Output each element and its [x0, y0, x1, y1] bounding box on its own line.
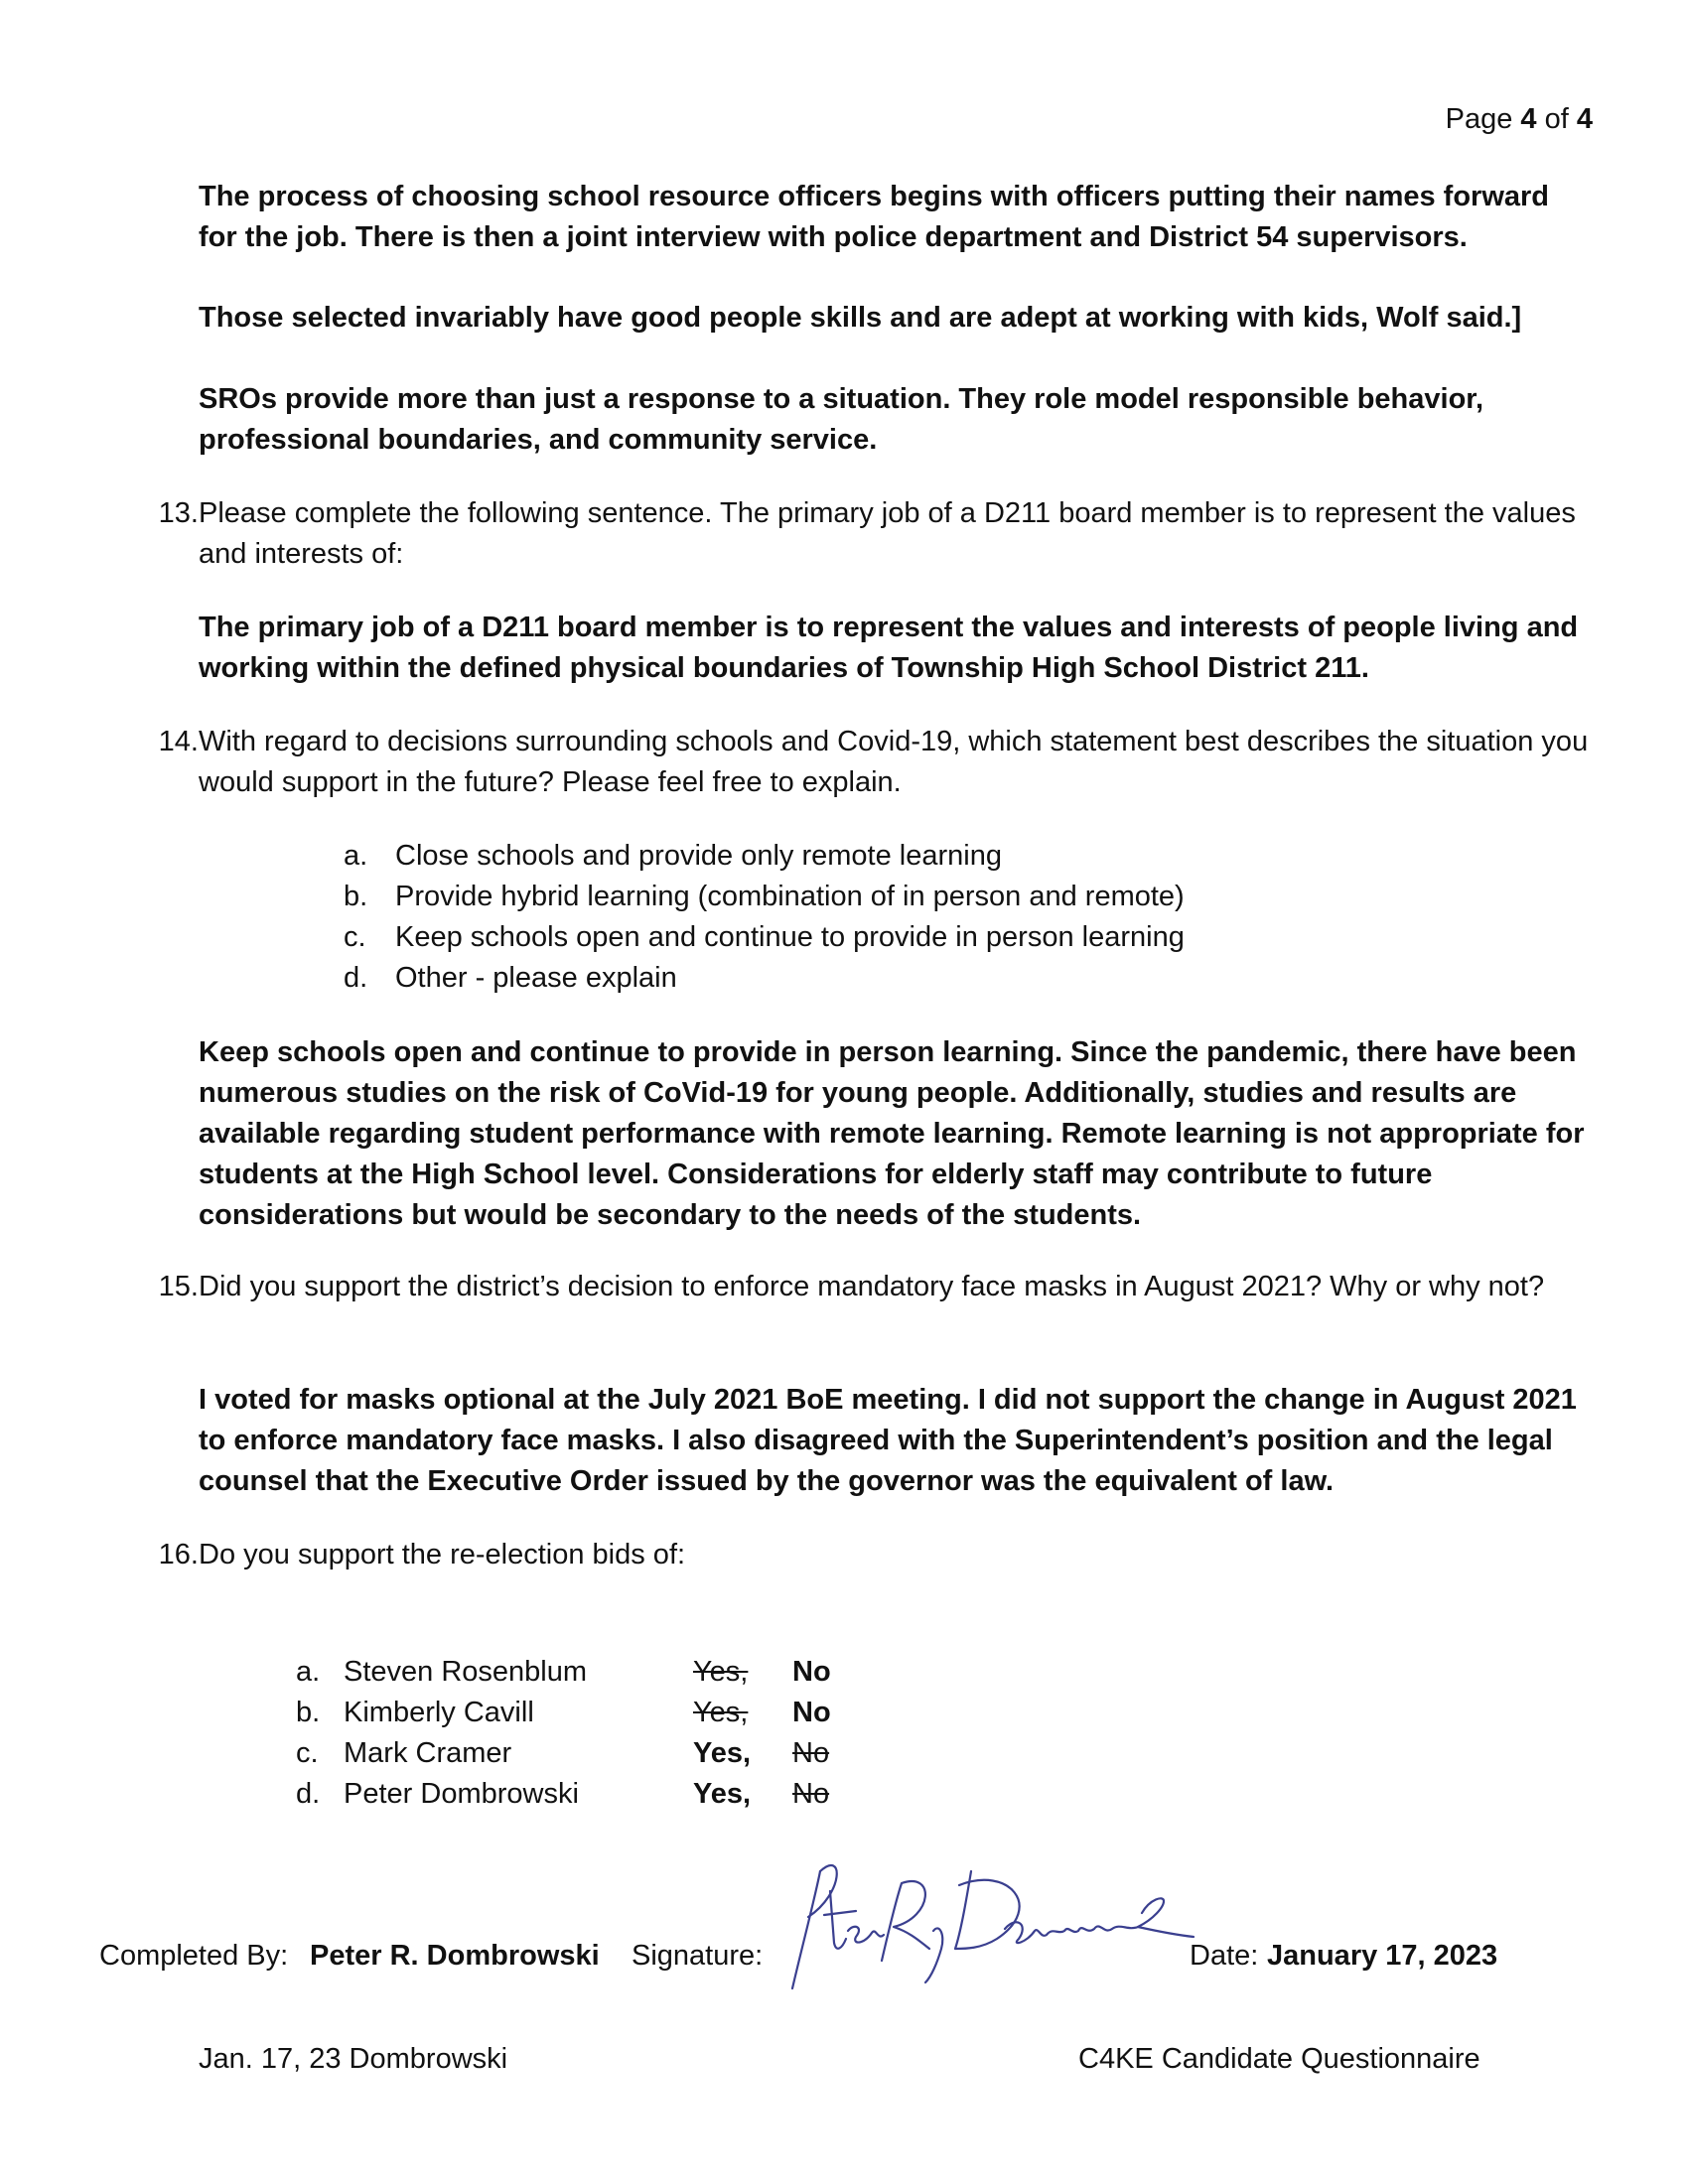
candidate-row [296, 1693, 872, 1733]
paragraph-sro-skills: Those selected invariably have good people skills and are adept at working with kids, Wolf said.] [199, 302, 1522, 334]
signature-label: Signature: [632, 1940, 764, 1972]
option-b [344, 877, 1185, 917]
question-number: 14. [158, 726, 199, 757]
yes-struck: Yes, [693, 1656, 749, 1688]
page-total: 4 [1576, 103, 1593, 135]
no-struck: No [792, 1778, 830, 1810]
candidate-letter: d. [296, 1778, 321, 1810]
candidate-row [296, 1774, 872, 1815]
footer-left: Jan. 17, 23 Dombrowski [199, 2043, 508, 2075]
no-selected: No [792, 1656, 831, 1688]
question-number: 16. [158, 1539, 199, 1570]
candidate-letter: b. [296, 1697, 321, 1728]
paragraph-sro-role: SROs provide more than just a response to a situation. They role model responsible behavior, professional boundaries, and community service. [199, 383, 1484, 456]
no-selected: No [792, 1697, 831, 1728]
question-text: Did you support the district’s decision to enforce mandatory face masks in August 2021? Why or why not? [199, 1271, 1545, 1302]
option-text: Close schools and provide only remote learning [395, 840, 1002, 872]
candidate-name: Peter Dombrowski [344, 1778, 579, 1810]
yes-selected: Yes, [693, 1778, 752, 1810]
answer-14: Keep schools open and continue to provide in person learning. Since the pandemic, there have been numerous studies on the risk of CoVid-19 for young people. Additionally, studies and results are available regarding student performance with remote learning. Remote learning is not appropriate for students at the High School level. Considerations for elderly staff may contribute to future considerations but would be secondary to the needs of the students. [199, 1036, 1585, 1231]
option-letter: b. [344, 881, 368, 912]
completed-by-label: Completed By: [99, 1940, 289, 1972]
question-text: Do you support the re-election bids of: [199, 1539, 686, 1570]
candidate-name: Kimberly Cavill [344, 1697, 534, 1728]
option-text: Other - please explain [395, 962, 677, 994]
candidate-row [296, 1733, 872, 1774]
signoff-line [99, 1926, 1509, 1985]
option-text: Keep schools open and continue to provide in person learning [395, 921, 1185, 953]
question-15 [147, 1267, 1597, 1307]
candidate-name: Steven Rosenblum [344, 1656, 588, 1688]
page-of: of [1544, 103, 1569, 135]
candidate-row [296, 1652, 872, 1693]
date-label: Date: [1190, 1940, 1259, 1972]
option-a [344, 836, 1185, 877]
question-number: 13. [158, 497, 199, 529]
candidate-letter: c. [296, 1737, 319, 1769]
yes-struck: Yes, [693, 1697, 749, 1728]
options-list [344, 836, 1185, 999]
option-d [344, 958, 1185, 999]
answer-13: The primary job of a D211 board member is to represent the values and interests of people living and working within the defined physical boundaries of Township High School District 211. [199, 612, 1579, 684]
question-text: With regard to decisions surrounding schools and Covid-19, which statement best describes the situation you would support in the future? Please feel free to explain. [199, 726, 1589, 798]
question-13 [147, 493, 1597, 575]
page-number [1446, 103, 1593, 136]
no-struck: No [792, 1737, 830, 1769]
date-value: January 17, 2023 [1267, 1940, 1498, 1972]
question-text: Please complete the following sentence. The primary job of a D211 board member is to represent the values and interests of: [199, 497, 1576, 570]
yes-selected: Yes, [693, 1737, 752, 1769]
option-text: Provide hybrid learning (combination of in person and remote) [395, 881, 1185, 912]
completed-by-name: Peter R. Dombrowski [310, 1940, 600, 1972]
option-letter: d. [344, 962, 368, 994]
candidate-letter: a. [296, 1656, 321, 1688]
option-letter: a. [344, 840, 368, 872]
candidates-list [296, 1652, 872, 1815]
answer-15: I voted for masks optional at the July 2021 BoE meeting. I did not support the change in August 2021 to enforce mandatory face masks. I also disagreed with the Superintendent’s position and the legal counsel that the Executive Order issued by the governor was the equivalent of law. [199, 1384, 1577, 1497]
candidate-name: Mark Cramer [344, 1737, 512, 1769]
option-letter: c. [344, 921, 366, 953]
page-prefix: Page [1445, 103, 1513, 135]
question-number: 15. [158, 1271, 199, 1302]
question-16 [147, 1535, 1597, 1575]
footer-right: C4KE Candidate Questionnaire [1078, 2043, 1480, 2075]
question-14 [147, 722, 1597, 803]
paragraph-sro-selection: The process of choosing school resource officers begins with officers putting their names forward for the job. There is then a joint interview with police department and District 54 supervisors. [199, 181, 1550, 253]
page-current: 4 [1520, 103, 1537, 135]
option-c [344, 917, 1185, 958]
